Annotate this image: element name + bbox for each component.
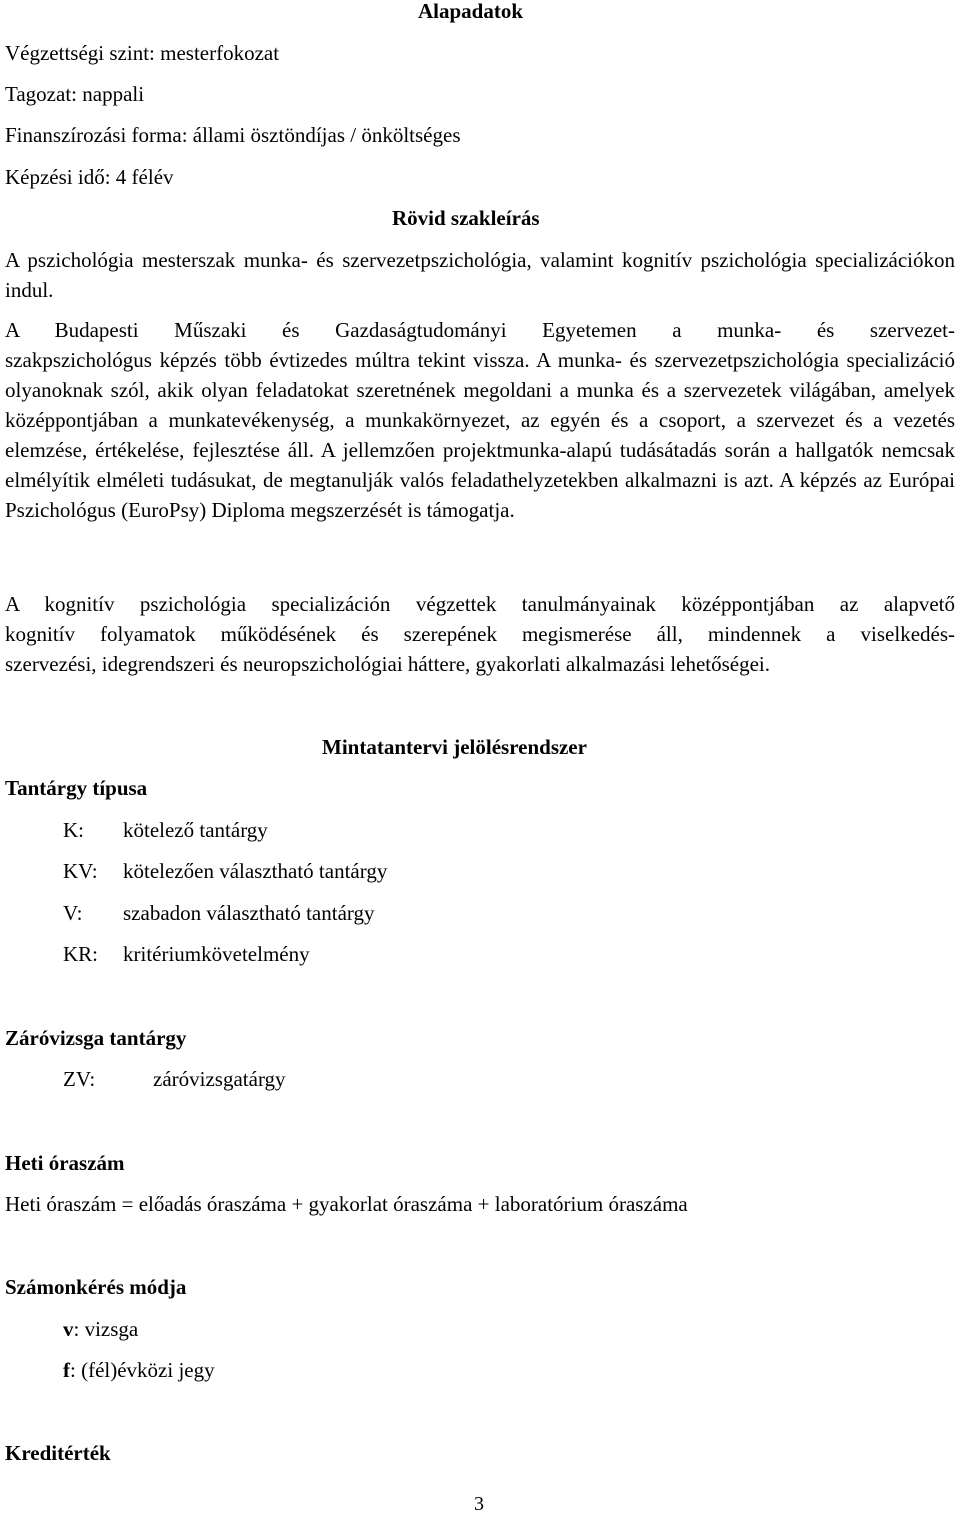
- summary-paragraph-2: szakpszichológus képzés több évtizedes múltra tekint vissza. A munka- és szervezetpszichológia specializáció olyanoknak szól, akik olyan feladatokat szeretnének megoldani a munka és a szervezetek világában, amelyek középpontjában a munkatevékenység, a munkakörnyezet, az egyén és a csoport, a szervezet és a vezetés elemzése, értékelése, fejlesztése áll. A jellemzően projektmunka-alapú tudásátadás során a hallgatók nemcsak elmélyítik elméleti tudásukat, de megtanulják valós feladathelyzetekben alkalmazni is azt. A képzés az Európai Pszichológus (EuroPsy) Diploma megszerzését is támogatja.: [5, 348, 955, 522]
- assessment-code: v: [63, 1317, 74, 1341]
- degree-level: Végzettségi szint: mesterfokozat: [5, 41, 280, 65]
- list-item-code: KV:: [63, 859, 98, 883]
- list-item-code: K:: [63, 818, 84, 842]
- summary-paragraph-3-line-1: A kognitív pszichológia specializáción végzettek tanulmányainak középpontjában az alapvető: [5, 592, 955, 616]
- list-item-label: kötelező tantárgy: [123, 818, 268, 842]
- page-number: 3: [474, 1493, 484, 1515]
- section-heading-summary: Rövid szakleírás: [392, 206, 540, 230]
- credit-heading: Kreditérték: [5, 1441, 111, 1465]
- financing-form: Finanszírozási forma: állami ösztöndíjas / önköltséges: [5, 123, 461, 147]
- assessment-code: f: [63, 1358, 70, 1382]
- list-item-label: kötelezően választható tantárgy: [123, 859, 388, 883]
- section-heading-legend: Mintatantervi jelölésrendszer: [322, 735, 587, 759]
- assessment-item: [63, 1355, 215, 1385]
- summary-paragraph-3-line-3: szervezési, idegrendszeri és neuropszichológiai háttere, gyakorlati alkalmazási lehetőségei.: [5, 652, 771, 676]
- final-exam-code: ZV:: [63, 1067, 96, 1091]
- section-heading-basics: Alapadatok: [418, 0, 524, 23]
- course-type-heading: Tantárgy típusa: [5, 776, 148, 800]
- final-exam-heading: Záróvizsga tantárgy: [5, 1026, 187, 1050]
- list-item-code: V:: [63, 901, 83, 925]
- summary-paragraph-3-line-2: kognitív folyamatok működésének és szerepének megismerése áll, mindennek a viselkedés-: [5, 622, 955, 646]
- assessment-label: : vizsga: [73, 1317, 139, 1341]
- weekly-hours-formula: Heti óraszám = előadás óraszáma + gyakorlat óraszáma + laboratórium óraszáma: [5, 1192, 688, 1216]
- list-item-label: kritériumkövetelmény: [123, 942, 310, 966]
- summary-paragraph-2-first-line: A Budapesti Műszaki és Gazdaságtudományi Egyetemen a munka- és szervezet-: [5, 318, 955, 342]
- assessment-label: : (fél)évközi jegy: [70, 1358, 215, 1382]
- weekly-hours-heading: Heti óraszám: [5, 1151, 125, 1175]
- final-exam-label: záróvizsgatárgy: [153, 1067, 286, 1091]
- list-item-code: KR:: [63, 942, 99, 966]
- assessment-item: [63, 1314, 138, 1344]
- training-duration: Képzési idő: 4 félév: [5, 165, 174, 189]
- assessment-heading: Számonkérés módja: [5, 1275, 187, 1299]
- study-mode: Tagozat: nappali: [5, 82, 145, 106]
- list-item-label: szabadon választható tantárgy: [123, 901, 375, 925]
- summary-paragraph-1: A pszichológia mesterszak munka- és szervezetpszichológia, valamint kognitív pszichológia specializációkon indul.: [5, 248, 955, 302]
